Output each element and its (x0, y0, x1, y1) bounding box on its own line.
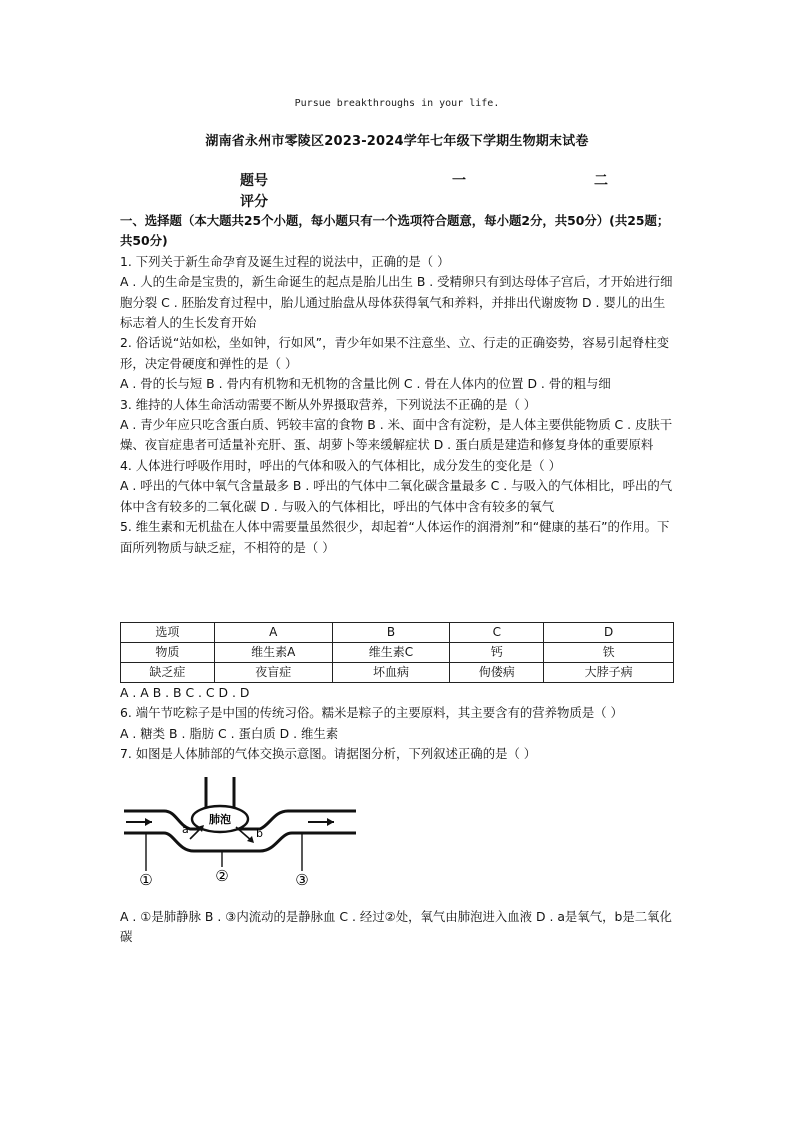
section-heading: 一、选择题（本大题共25个小题，每小题只有一个选项符合题意，每小题2分，共50分）(共25题；共50分) (120, 213, 670, 249)
question-5-table (120, 622, 674, 683)
page-slogan: Pursue breakthroughs in your life. (294, 98, 500, 109)
table-row (121, 642, 674, 662)
question-3-stem: 3. 维持的人体生命活动需要不断从外界摄取营养，下列说法不正确的是（ ） (120, 396, 537, 412)
question-3-options: A . 青少年应只吃含蛋白质、钙较丰富的食物 B . 米、面中含有淀粉，是人体主要供能物质 C . 皮肤干燥、夜盲症患者可适量补充肝、蛋、胡萝卜等来缓解症状 D . 蛋白质是建造和修复身体的重要原料 (120, 417, 673, 453)
label-a: a (182, 822, 189, 836)
table-cell: B (332, 622, 450, 642)
table-cell: 维生素A (214, 642, 332, 662)
question-6-options: A . 糖类 B . 脂肪 C . 蛋白质 D . 维生素 (120, 725, 339, 741)
table-row (121, 622, 674, 642)
score-col-1: 一 (452, 173, 466, 189)
exam-content (120, 211, 676, 948)
table-cell: 钙 (450, 642, 544, 662)
question-7-stem: 7. 如图是人体肺部的气体交换示意图。请据图分析，下列叙述正确的是（ ） (120, 746, 537, 762)
question-2-options: A . 骨的长与短 B . 骨内有机物和无机物的含量比例 C . 骨在人体内的位置 D . 骨的粗与细 (120, 376, 611, 392)
table-cell: 选项 (121, 622, 215, 642)
question-1-options: A . 人的生命是宝贵的，新生命诞生的起点是胎儿出生 B . 受精卵只有到达母体子宫后，才开始进行细胞分裂 C . 胚胎发育过程中，胎儿通过胎盘从母体获得氧气和养料，并排出代谢废物 D . 婴儿的出生标志着人的生长发育开始 (120, 274, 673, 331)
question-5-stem: 5. 维生素和无机盐在人体中需要量虽然很少，却起着“人体运作的润滑剂”和“健康的基石”的作用。下面所列物质与缺乏症，不相符的是（ ） (120, 519, 670, 555)
question-4-stem: 4. 人体进行呼吸作用时，呼出的气体和吸入的气体相比，成分发生的变化是（ ） (120, 457, 561, 473)
question-1-stem: 1. 下列关于新生命孕育及诞生过程的说法中，正确的是（ ） (120, 253, 450, 269)
score-label-number: 题号 (240, 173, 268, 189)
arrow-head-icon (145, 818, 152, 826)
label-1: ① (139, 870, 153, 889)
table-cell: 坏血病 (332, 662, 450, 682)
exam-title: 湖南省永州市零陵区2023-2024学年七年级下学期生物期末试卷 (205, 134, 589, 149)
question-5-options: A . A B . B C . C D . D (120, 684, 250, 700)
question-7-options: A . ①是肺静脉 B . ③内流动的是静脉血 C . 经过②处，氧气由肺泡进入血液 D . a是氧气，b是二氧化碳 (120, 908, 672, 945)
table-cell: 维生素C (332, 642, 450, 662)
arrow-head-icon (327, 818, 334, 826)
question-2-stem: 2. 俗话说“站如松，坐如钟，行如风”，青少年如果不注意坐、立、行走的正确姿势，容易引起脊柱变形，决定骨硬度和弹性的是（ ） (120, 335, 670, 371)
label-b: b (256, 826, 263, 840)
question-6-stem: 6. 端午节吃粽子是中国的传统习俗。糯米是粽子的主要原料，其主要含有的营养物质是（ ） (120, 705, 623, 721)
spacer (120, 558, 676, 622)
table-cell: D (544, 622, 674, 642)
table-cell: 铁 (544, 642, 674, 662)
gas-exchange-diagram (120, 775, 360, 893)
table-row (121, 662, 674, 682)
score-col-2: 二 (594, 173, 608, 189)
table-cell: 物质 (121, 642, 215, 662)
table-cell: 佝偻病 (450, 662, 544, 682)
question-4-options: A . 呼出的气体中氧气含量最多 B . 呼出的气体中二氧化碳含量最多 C . 与吸入的气体相比，呼出的气体中含有较多的二氧化碳 D . 与吸入的气体相比，呼出的气体中含有较多的氧气 (120, 478, 673, 514)
table-cell: 夜盲症 (214, 662, 332, 682)
table-cell: 缺乏症 (121, 662, 215, 682)
table-cell: C (450, 622, 544, 642)
table-cell: 大脖子病 (544, 662, 674, 682)
score-label-score: 评分 (240, 194, 268, 210)
alveolus-label: 肺泡 (209, 812, 231, 826)
table-cell: A (214, 622, 332, 642)
label-2: ② (215, 866, 229, 885)
vessel-wall-lower (124, 833, 356, 851)
label-3: ③ (295, 870, 309, 889)
